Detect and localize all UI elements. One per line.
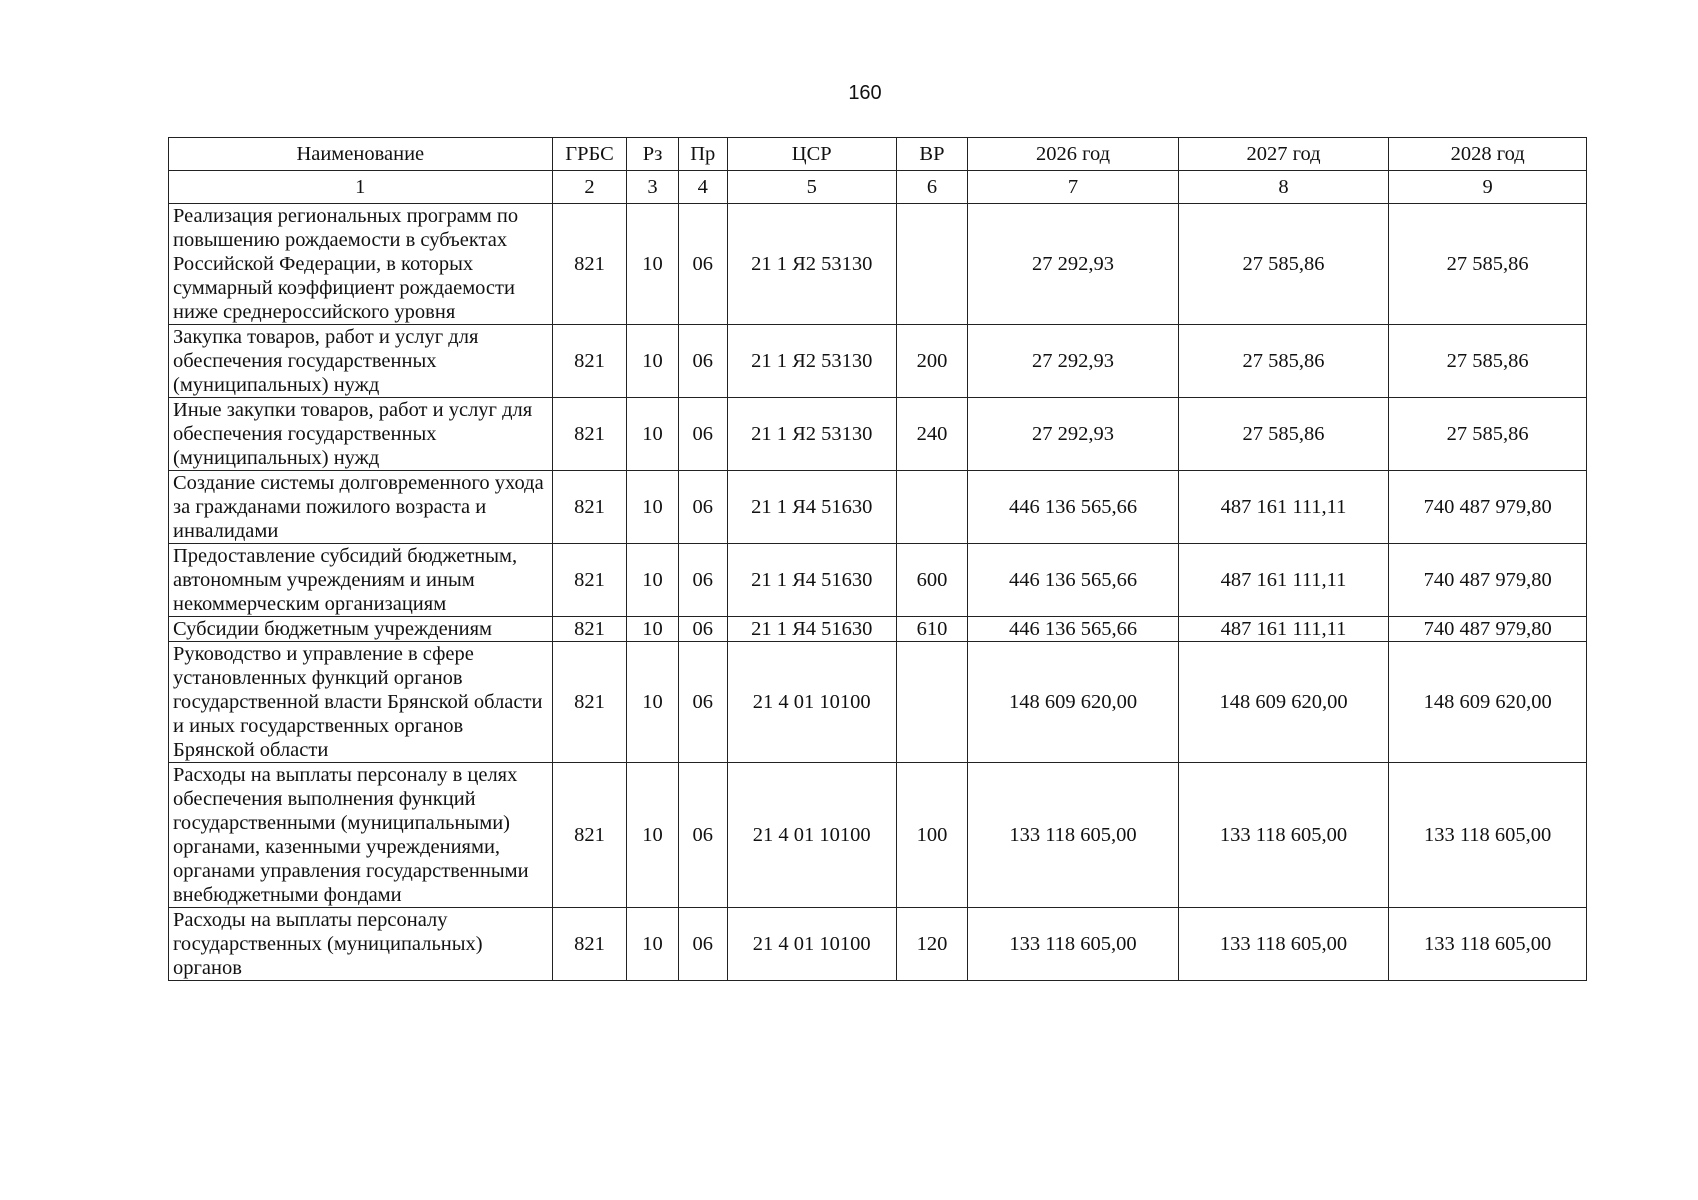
row-rz: 10 — [627, 398, 678, 471]
column-number: 6 — [896, 171, 968, 204]
row-grbs: 821 — [552, 471, 627, 544]
row-csr: 21 1 Я4 51630 — [727, 471, 896, 544]
row-rz: 10 — [627, 471, 678, 544]
row-pr: 06 — [678, 763, 727, 908]
row-csr: 21 4 01 10100 — [727, 642, 896, 763]
row-name: Расходы на выплаты персоналу государственных (муниципальных) органов — [169, 908, 553, 981]
row-2026: 148 609 620,00 — [968, 642, 1179, 763]
header-name: Наименование — [169, 138, 553, 171]
header-grbs: ГРБС — [552, 138, 627, 171]
row-vr: 600 — [896, 544, 968, 617]
table-row — [169, 763, 1587, 908]
row-name: Закупка товаров, работ и услуг для обеспечения государственных (муниципальных) нужд — [169, 325, 553, 398]
row-grbs: 821 — [552, 204, 627, 325]
row-csr: 21 1 Я2 53130 — [727, 398, 896, 471]
row-rz: 10 — [627, 544, 678, 617]
row-2027: 148 609 620,00 — [1178, 642, 1389, 763]
row-rz: 10 — [627, 763, 678, 908]
row-vr: 100 — [896, 763, 968, 908]
column-number: 9 — [1389, 171, 1587, 204]
row-2028: 740 487 979,80 — [1389, 617, 1587, 642]
row-2026: 446 136 565,66 — [968, 617, 1179, 642]
row-vr: 120 — [896, 908, 968, 981]
page-number: 160 — [848, 82, 882, 104]
table-row — [169, 471, 1587, 544]
row-csr: 21 4 01 10100 — [727, 763, 896, 908]
row-vr: 610 — [896, 617, 968, 642]
column-number: 1 — [169, 171, 553, 204]
table-row — [169, 398, 1587, 471]
column-number: 3 — [627, 171, 678, 204]
row-2028: 27 585,86 — [1389, 325, 1587, 398]
row-2027: 27 585,86 — [1178, 398, 1389, 471]
row-pr: 06 — [678, 325, 727, 398]
row-grbs: 821 — [552, 908, 627, 981]
row-name: Предоставление субсидий бюджетным, автономным учреждениям и иным некоммерческим организациям — [169, 544, 553, 617]
header-2027: 2027 год — [1178, 138, 1389, 171]
row-vr — [896, 204, 968, 325]
row-name: Руководство и управление в сфере установленных функций органов государственной власти Брянской области и иных государственных органов Брянской области — [169, 642, 553, 763]
row-name: Расходы на выплаты персоналу в целях обеспечения выполнения функций государственными (муниципальными) органами, казенными учреждениями, органами управления государственными внебюджетными фондами — [169, 763, 553, 908]
row-2026: 27 292,93 — [968, 325, 1179, 398]
row-2027: 487 161 111,11 — [1178, 544, 1389, 617]
row-2027: 133 118 605,00 — [1178, 908, 1389, 981]
row-2027: 27 585,86 — [1178, 204, 1389, 325]
header-rz: Рз — [627, 138, 678, 171]
row-grbs: 821 — [552, 325, 627, 398]
row-2027: 487 161 111,11 — [1178, 617, 1389, 642]
row-pr: 06 — [678, 908, 727, 981]
row-csr: 21 4 01 10100 — [727, 908, 896, 981]
row-2028: 27 585,86 — [1389, 398, 1587, 471]
row-pr: 06 — [678, 544, 727, 617]
row-pr: 06 — [678, 398, 727, 471]
row-name: Иные закупки товаров, работ и услуг для обеспечения государственных (муниципальных) нужд — [169, 398, 553, 471]
header-pr: Пр — [678, 138, 727, 171]
row-2027: 487 161 111,11 — [1178, 471, 1389, 544]
row-grbs: 821 — [552, 763, 627, 908]
column-number: 5 — [727, 171, 896, 204]
row-rz: 10 — [627, 617, 678, 642]
row-2028: 740 487 979,80 — [1389, 544, 1587, 617]
row-pr: 06 — [678, 471, 727, 544]
table-row — [169, 544, 1587, 617]
row-2026: 446 136 565,66 — [968, 471, 1179, 544]
row-pr: 06 — [678, 204, 727, 325]
row-vr — [896, 642, 968, 763]
row-vr — [896, 471, 968, 544]
column-number: 7 — [968, 171, 1179, 204]
row-2027: 133 118 605,00 — [1178, 763, 1389, 908]
row-rz: 10 — [627, 204, 678, 325]
table-header — [169, 138, 1587, 204]
row-2028: 133 118 605,00 — [1389, 763, 1587, 908]
column-number-row — [169, 171, 1587, 204]
row-name: Реализация региональных программ по повышению рождаемости в субъектах Российской Федерации, в которых суммарный коэффициент рождаемости ниже среднероссийского уровня — [169, 204, 553, 325]
row-grbs: 821 — [552, 398, 627, 471]
row-2026: 133 118 605,00 — [968, 908, 1179, 981]
header-2028: 2028 год — [1389, 138, 1587, 171]
column-number: 4 — [678, 171, 727, 204]
column-number: 8 — [1178, 171, 1389, 204]
row-vr: 200 — [896, 325, 968, 398]
row-vr: 240 — [896, 398, 968, 471]
row-2028: 27 585,86 — [1389, 204, 1587, 325]
header-csr: ЦСР — [727, 138, 896, 171]
row-grbs: 821 — [552, 617, 627, 642]
row-2027: 27 585,86 — [1178, 325, 1389, 398]
row-pr: 06 — [678, 642, 727, 763]
row-csr: 21 1 Я4 51630 — [727, 544, 896, 617]
table-body — [169, 204, 1587, 981]
table-row — [169, 204, 1587, 325]
table-row — [169, 617, 1587, 642]
row-csr: 21 1 Я4 51630 — [727, 617, 896, 642]
table-row — [169, 642, 1587, 763]
column-number: 2 — [552, 171, 627, 204]
row-2026: 27 292,93 — [968, 204, 1179, 325]
row-2028: 133 118 605,00 — [1389, 908, 1587, 981]
row-rz: 10 — [627, 642, 678, 763]
row-rz: 10 — [627, 908, 678, 981]
row-2026: 133 118 605,00 — [968, 763, 1179, 908]
table-row — [169, 325, 1587, 398]
row-rz: 10 — [627, 325, 678, 398]
row-csr: 21 1 Я2 53130 — [727, 204, 896, 325]
header-vr: ВР — [896, 138, 968, 171]
header-2026: 2026 год — [968, 138, 1179, 171]
row-name: Субсидии бюджетным учреждениям — [169, 617, 553, 642]
row-grbs: 821 — [552, 642, 627, 763]
row-grbs: 821 — [552, 544, 627, 617]
table-row — [169, 908, 1587, 981]
row-2026: 446 136 565,66 — [968, 544, 1179, 617]
row-2028: 148 609 620,00 — [1389, 642, 1587, 763]
row-name: Создание системы долговременного ухода за гражданами пожилого возраста и инвалидами — [169, 471, 553, 544]
row-csr: 21 1 Я2 53130 — [727, 325, 896, 398]
header-row — [169, 138, 1587, 171]
row-2028: 740 487 979,80 — [1389, 471, 1587, 544]
row-2026: 27 292,93 — [968, 398, 1179, 471]
row-pr: 06 — [678, 617, 727, 642]
budget-table — [168, 137, 1587, 981]
